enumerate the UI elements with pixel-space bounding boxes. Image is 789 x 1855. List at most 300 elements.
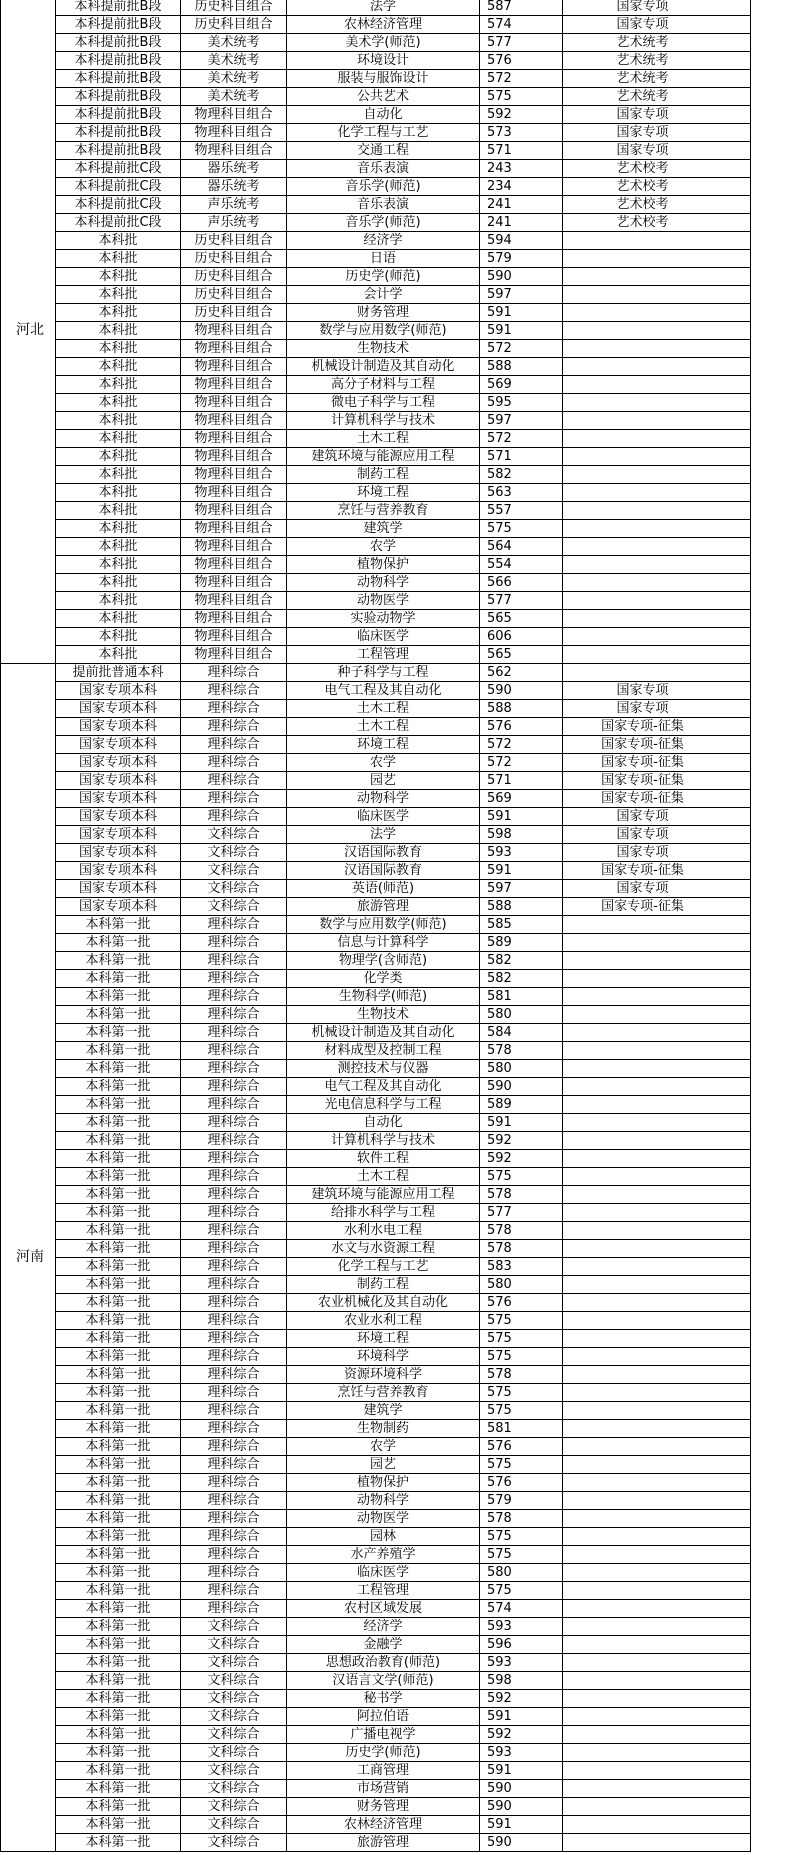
note-cell: 国家专项	[563, 142, 751, 160]
major-cell: 园艺	[287, 772, 480, 790]
batch-cell: 本科第一批	[56, 1402, 181, 1420]
batch-cell: 国家专项本科	[56, 736, 181, 754]
score-cell: 582	[480, 952, 563, 970]
table-row	[1, 304, 751, 322]
score-cell: 590	[480, 268, 563, 286]
subject-cell: 美术统考	[181, 52, 287, 70]
table-row	[1, 1510, 751, 1528]
score-cell: 577	[480, 34, 563, 52]
score-cell: 589	[480, 1096, 563, 1114]
table-row	[1, 1078, 751, 1096]
major-cell: 汉语国际教育	[287, 862, 480, 880]
subject-cell: 物理科目组合	[181, 628, 287, 646]
table-row	[1, 214, 751, 232]
score-cell: 587	[480, 0, 563, 16]
batch-cell: 本科批	[56, 520, 181, 538]
batch-cell: 本科第一批	[56, 1636, 181, 1654]
table-row	[1, 1546, 751, 1564]
subject-cell: 理科综合	[181, 1078, 287, 1096]
major-cell: 广播电视学	[287, 1726, 480, 1744]
table-row	[1, 322, 751, 340]
subject-cell: 文科综合	[181, 1798, 287, 1816]
table-row	[1, 178, 751, 196]
batch-cell: 本科第一批	[56, 1024, 181, 1042]
batch-cell: 国家专项本科	[56, 862, 181, 880]
note-cell	[563, 1744, 751, 1762]
major-cell: 水产养殖学	[287, 1546, 480, 1564]
batch-cell: 本科第一批	[56, 1150, 181, 1168]
major-cell: 化学工程与工艺	[287, 1258, 480, 1276]
score-cell: 578	[480, 1240, 563, 1258]
score-cell: 578	[480, 1222, 563, 1240]
subject-cell: 声乐统考	[181, 214, 287, 232]
major-cell: 动物科学	[287, 790, 480, 808]
note-cell	[563, 610, 751, 628]
subject-cell: 文科综合	[181, 1654, 287, 1672]
table-row	[1, 1492, 751, 1510]
subject-cell: 物理科目组合	[181, 484, 287, 502]
batch-cell: 本科第一批	[56, 1618, 181, 1636]
table-row	[1, 142, 751, 160]
table-row	[1, 1222, 751, 1240]
table-row	[1, 16, 751, 34]
batch-cell: 本科第一批	[56, 1096, 181, 1114]
batch-cell: 本科第一批	[56, 970, 181, 988]
note-cell: 国家专项-征集	[563, 898, 751, 916]
note-cell	[563, 1024, 751, 1042]
major-cell: 水文与水资源工程	[287, 1240, 480, 1258]
score-cell: 575	[480, 1384, 563, 1402]
batch-cell: 本科第一批	[56, 1726, 181, 1744]
batch-cell: 本科批	[56, 412, 181, 430]
major-cell: 动物科学	[287, 1492, 480, 1510]
subject-cell: 物理科目组合	[181, 124, 287, 142]
batch-cell: 本科批	[56, 448, 181, 466]
major-cell: 临床医学	[287, 628, 480, 646]
score-cell: 241	[480, 196, 563, 214]
major-cell: 计算机科学与技术	[287, 1132, 480, 1150]
score-cell: 588	[480, 700, 563, 718]
batch-cell: 本科第一批	[56, 1204, 181, 1222]
score-cell: 606	[480, 628, 563, 646]
subject-cell: 理科综合	[181, 1510, 287, 1528]
table-row	[1, 484, 751, 502]
note-cell	[563, 484, 751, 502]
batch-cell: 国家专项本科	[56, 844, 181, 862]
score-cell: 578	[480, 1042, 563, 1060]
note-cell	[563, 1726, 751, 1744]
major-cell: 园艺	[287, 1456, 480, 1474]
score-cell: 576	[480, 718, 563, 736]
note-cell	[563, 592, 751, 610]
batch-cell: 本科第一批	[56, 1528, 181, 1546]
major-cell: 环境工程	[287, 1330, 480, 1348]
subject-cell: 物理科目组合	[181, 646, 287, 664]
subject-cell: 物理科目组合	[181, 574, 287, 592]
score-cell: 575	[480, 1402, 563, 1420]
table-row	[1, 664, 751, 682]
table-row	[1, 1816, 751, 1834]
note-cell	[563, 952, 751, 970]
table-row	[1, 700, 751, 718]
note-cell	[563, 1366, 751, 1384]
note-cell	[563, 538, 751, 556]
major-cell: 日语	[287, 250, 480, 268]
major-cell: 农林经济管理	[287, 16, 480, 34]
score-cell: 593	[480, 1744, 563, 1762]
batch-cell: 本科批	[56, 466, 181, 484]
major-cell: 动物科学	[287, 574, 480, 592]
batch-cell: 国家专项本科	[56, 718, 181, 736]
note-cell	[563, 1384, 751, 1402]
score-cell: 575	[480, 1546, 563, 1564]
batch-cell: 本科第一批	[56, 1222, 181, 1240]
score-cell: 563	[480, 484, 563, 502]
score-cell: 564	[480, 538, 563, 556]
batch-cell: 本科批	[56, 268, 181, 286]
batch-cell: 本科第一批	[56, 1744, 181, 1762]
major-cell: 生物科学(师范)	[287, 988, 480, 1006]
major-cell: 环境工程	[287, 484, 480, 502]
note-cell: 艺术校考	[563, 214, 751, 232]
table-row	[1, 1294, 751, 1312]
table-row	[1, 1186, 751, 1204]
subject-cell: 文科综合	[181, 826, 287, 844]
note-cell	[563, 1492, 751, 1510]
major-cell: 种子科学与工程	[287, 664, 480, 682]
table-row	[1, 1330, 751, 1348]
subject-cell: 理科综合	[181, 1276, 287, 1294]
note-cell	[563, 304, 751, 322]
note-cell: 艺术校考	[563, 178, 751, 196]
note-cell	[563, 448, 751, 466]
subject-cell: 文科综合	[181, 1744, 287, 1762]
major-cell: 植物保护	[287, 556, 480, 574]
table-row	[1, 952, 751, 970]
score-cell: 572	[480, 736, 563, 754]
table-row	[1, 1060, 751, 1078]
table-row	[1, 1834, 751, 1852]
note-cell	[563, 664, 751, 682]
table-row	[1, 250, 751, 268]
score-cell: 576	[480, 1294, 563, 1312]
batch-cell: 国家专项本科	[56, 682, 181, 700]
major-cell: 信息与计算科学	[287, 934, 480, 952]
note-cell	[563, 574, 751, 592]
table-row	[1, 1366, 751, 1384]
note-cell: 国家专项	[563, 844, 751, 862]
batch-cell: 国家专项本科	[56, 772, 181, 790]
major-cell: 高分子材料与工程	[287, 376, 480, 394]
major-cell: 交通工程	[287, 142, 480, 160]
major-cell: 生物制药	[287, 1420, 480, 1438]
note-cell	[563, 232, 751, 250]
score-cell: 578	[480, 1510, 563, 1528]
batch-cell: 本科提前批B段	[56, 16, 181, 34]
table-row	[1, 916, 751, 934]
subject-cell: 文科综合	[181, 1780, 287, 1798]
note-cell: 艺术统考	[563, 88, 751, 106]
major-cell: 机械设计制造及其自动化	[287, 358, 480, 376]
note-cell: 艺术校考	[563, 196, 751, 214]
table-row	[1, 1438, 751, 1456]
table-row	[1, 340, 751, 358]
note-cell	[563, 250, 751, 268]
note-cell	[563, 1276, 751, 1294]
batch-cell: 本科第一批	[56, 1438, 181, 1456]
note-cell	[563, 1636, 751, 1654]
batch-cell: 本科批	[56, 340, 181, 358]
score-cell: 581	[480, 1420, 563, 1438]
score-cell: 571	[480, 448, 563, 466]
score-cell: 582	[480, 970, 563, 988]
subject-cell: 理科综合	[181, 1168, 287, 1186]
subject-cell: 理科综合	[181, 718, 287, 736]
table-row	[1, 1744, 751, 1762]
score-cell: 591	[480, 808, 563, 826]
table-row	[1, 1618, 751, 1636]
subject-cell: 理科综合	[181, 1348, 287, 1366]
note-cell: 国家专项-征集	[563, 718, 751, 736]
major-cell: 经济学	[287, 1618, 480, 1636]
subject-cell: 理科综合	[181, 1096, 287, 1114]
batch-cell: 本科批	[56, 646, 181, 664]
note-cell	[563, 1708, 751, 1726]
subject-cell: 文科综合	[181, 844, 287, 862]
score-cell: 571	[480, 142, 563, 160]
major-cell: 水利水电工程	[287, 1222, 480, 1240]
major-cell: 物理学(含师范)	[287, 952, 480, 970]
subject-cell: 文科综合	[181, 1690, 287, 1708]
table-row	[1, 754, 751, 772]
note-cell	[563, 1258, 751, 1276]
score-cell: 583	[480, 1258, 563, 1276]
table-row	[1, 1096, 751, 1114]
table-row	[1, 1582, 751, 1600]
batch-cell: 国家专项本科	[56, 808, 181, 826]
batch-cell: 本科第一批	[56, 1186, 181, 1204]
batch-cell: 本科第一批	[56, 1366, 181, 1384]
note-cell	[563, 340, 751, 358]
major-cell: 临床医学	[287, 808, 480, 826]
batch-cell: 本科提前批B段	[56, 70, 181, 88]
note-cell	[563, 1762, 751, 1780]
major-cell: 工程管理	[287, 646, 480, 664]
subject-cell: 理科综合	[181, 754, 287, 772]
batch-cell: 国家专项本科	[56, 898, 181, 916]
note-cell	[563, 1780, 751, 1798]
batch-cell: 本科第一批	[56, 1420, 181, 1438]
major-cell: 制药工程	[287, 466, 480, 484]
province-cell: 河南	[1, 664, 56, 1852]
note-cell	[563, 1816, 751, 1834]
subject-cell: 历史科目组合	[181, 286, 287, 304]
note-cell: 艺术统考	[563, 34, 751, 52]
score-cell: 593	[480, 844, 563, 862]
subject-cell: 理科综合	[181, 808, 287, 826]
major-cell: 音乐表演	[287, 196, 480, 214]
batch-cell: 本科第一批	[56, 1564, 181, 1582]
batch-cell: 本科提前批C段	[56, 178, 181, 196]
subject-cell: 历史科目组合	[181, 0, 287, 16]
batch-cell: 本科第一批	[56, 1834, 181, 1852]
note-cell	[563, 1132, 751, 1150]
major-cell: 自动化	[287, 106, 480, 124]
table-row	[1, 1204, 751, 1222]
note-cell	[563, 1528, 751, 1546]
subject-cell: 理科综合	[181, 1024, 287, 1042]
score-cell: 565	[480, 646, 563, 664]
score-cell: 575	[480, 1528, 563, 1546]
batch-cell: 本科第一批	[56, 1654, 181, 1672]
major-cell: 服装与服饰设计	[287, 70, 480, 88]
subject-cell: 理科综合	[181, 1186, 287, 1204]
subject-cell: 理科综合	[181, 1528, 287, 1546]
subject-cell: 理科综合	[181, 664, 287, 682]
score-cell: 578	[480, 1186, 563, 1204]
table-row	[1, 124, 751, 142]
major-cell: 电气工程及其自动化	[287, 1078, 480, 1096]
batch-cell: 本科提前批B段	[56, 88, 181, 106]
subject-cell: 历史科目组合	[181, 250, 287, 268]
major-cell: 历史学(师范)	[287, 268, 480, 286]
table-row	[1, 970, 751, 988]
score-cell: 574	[480, 1600, 563, 1618]
subject-cell: 文科综合	[181, 1834, 287, 1852]
table-row	[1, 1474, 751, 1492]
note-cell	[563, 1474, 751, 1492]
note-cell: 国家专项	[563, 106, 751, 124]
score-cell: 597	[480, 880, 563, 898]
batch-cell: 国家专项本科	[56, 700, 181, 718]
table-row	[1, 412, 751, 430]
table-row	[1, 1798, 751, 1816]
subject-cell: 理科综合	[181, 700, 287, 718]
score-cell: 584	[480, 1024, 563, 1042]
note-cell	[563, 1420, 751, 1438]
major-cell: 计算机科学与技术	[287, 412, 480, 430]
batch-cell: 本科第一批	[56, 1042, 181, 1060]
score-cell: 566	[480, 574, 563, 592]
subject-cell: 理科综合	[181, 934, 287, 952]
score-cell: 579	[480, 1492, 563, 1510]
major-cell: 市场营销	[287, 1780, 480, 1798]
table-row	[1, 844, 751, 862]
major-cell: 临床医学	[287, 1564, 480, 1582]
score-cell: 234	[480, 178, 563, 196]
score-cell: 572	[480, 340, 563, 358]
score-cell: 576	[480, 1474, 563, 1492]
table-row	[1, 376, 751, 394]
score-cell: 582	[480, 466, 563, 484]
score-cell: 590	[480, 1078, 563, 1096]
subject-cell: 历史科目组合	[181, 232, 287, 250]
note-cell	[563, 1222, 751, 1240]
major-cell: 生物技术	[287, 1006, 480, 1024]
note-cell	[563, 430, 751, 448]
score-cell: 565	[480, 610, 563, 628]
score-cell: 597	[480, 286, 563, 304]
score-cell: 590	[480, 1798, 563, 1816]
note-cell	[563, 1078, 751, 1096]
major-cell: 金融学	[287, 1636, 480, 1654]
batch-cell: 本科第一批	[56, 1114, 181, 1132]
batch-cell: 本科第一批	[56, 1474, 181, 1492]
table-row	[1, 1024, 751, 1042]
batch-cell: 本科第一批	[56, 952, 181, 970]
batch-cell: 本科第一批	[56, 1078, 181, 1096]
province-cell: 河北	[1, 0, 56, 664]
batch-cell: 本科第一批	[56, 1330, 181, 1348]
subject-cell: 理科综合	[181, 970, 287, 988]
table-row	[1, 988, 751, 1006]
score-cell: 575	[480, 1330, 563, 1348]
score-cell: 576	[480, 52, 563, 70]
table-row	[1, 1564, 751, 1582]
subject-cell: 理科综合	[181, 1258, 287, 1276]
note-cell	[563, 1204, 751, 1222]
table-row	[1, 898, 751, 916]
score-cell: 591	[480, 322, 563, 340]
batch-cell: 本科批	[56, 322, 181, 340]
major-cell: 环境设计	[287, 52, 480, 70]
subject-cell: 理科综合	[181, 1204, 287, 1222]
score-cell: 591	[480, 862, 563, 880]
note-cell	[563, 268, 751, 286]
subject-cell: 理科综合	[181, 1312, 287, 1330]
subject-cell: 理科综合	[181, 1546, 287, 1564]
subject-cell: 文科综合	[181, 880, 287, 898]
score-cell: 580	[480, 1006, 563, 1024]
major-cell: 农村区域发展	[287, 1600, 480, 1618]
batch-cell: 本科第一批	[56, 934, 181, 952]
major-cell: 建筑环境与能源应用工程	[287, 1186, 480, 1204]
score-cell: 572	[480, 70, 563, 88]
subject-cell: 理科综合	[181, 1294, 287, 1312]
table-row	[1, 1240, 751, 1258]
note-cell	[563, 1564, 751, 1582]
major-cell: 化学工程与工艺	[287, 124, 480, 142]
note-cell: 艺术统考	[563, 52, 751, 70]
score-cell: 575	[480, 1168, 563, 1186]
subject-cell: 理科综合	[181, 1222, 287, 1240]
note-cell	[563, 1618, 751, 1636]
subject-cell: 理科综合	[181, 1492, 287, 1510]
subject-cell: 物理科目组合	[181, 448, 287, 466]
table-row	[1, 394, 751, 412]
note-cell	[563, 1546, 751, 1564]
subject-cell: 理科综合	[181, 1240, 287, 1258]
subject-cell: 理科综合	[181, 1438, 287, 1456]
subject-cell: 理科综合	[181, 1330, 287, 1348]
major-cell: 土木工程	[287, 700, 480, 718]
batch-cell: 本科批	[56, 628, 181, 646]
major-cell: 工程管理	[287, 1582, 480, 1600]
score-cell: 580	[480, 1060, 563, 1078]
major-cell: 烹饪与营养教育	[287, 1384, 480, 1402]
batch-cell: 本科提前批B段	[56, 106, 181, 124]
note-cell	[563, 1240, 751, 1258]
subject-cell: 理科综合	[181, 916, 287, 934]
table-row	[1, 430, 751, 448]
batch-cell: 本科第一批	[56, 1510, 181, 1528]
subject-cell: 美术统考	[181, 34, 287, 52]
note-cell	[563, 1510, 751, 1528]
note-cell: 国家专项-征集	[563, 736, 751, 754]
major-cell: 动物医学	[287, 1510, 480, 1528]
note-cell	[563, 916, 751, 934]
score-cell: 598	[480, 826, 563, 844]
